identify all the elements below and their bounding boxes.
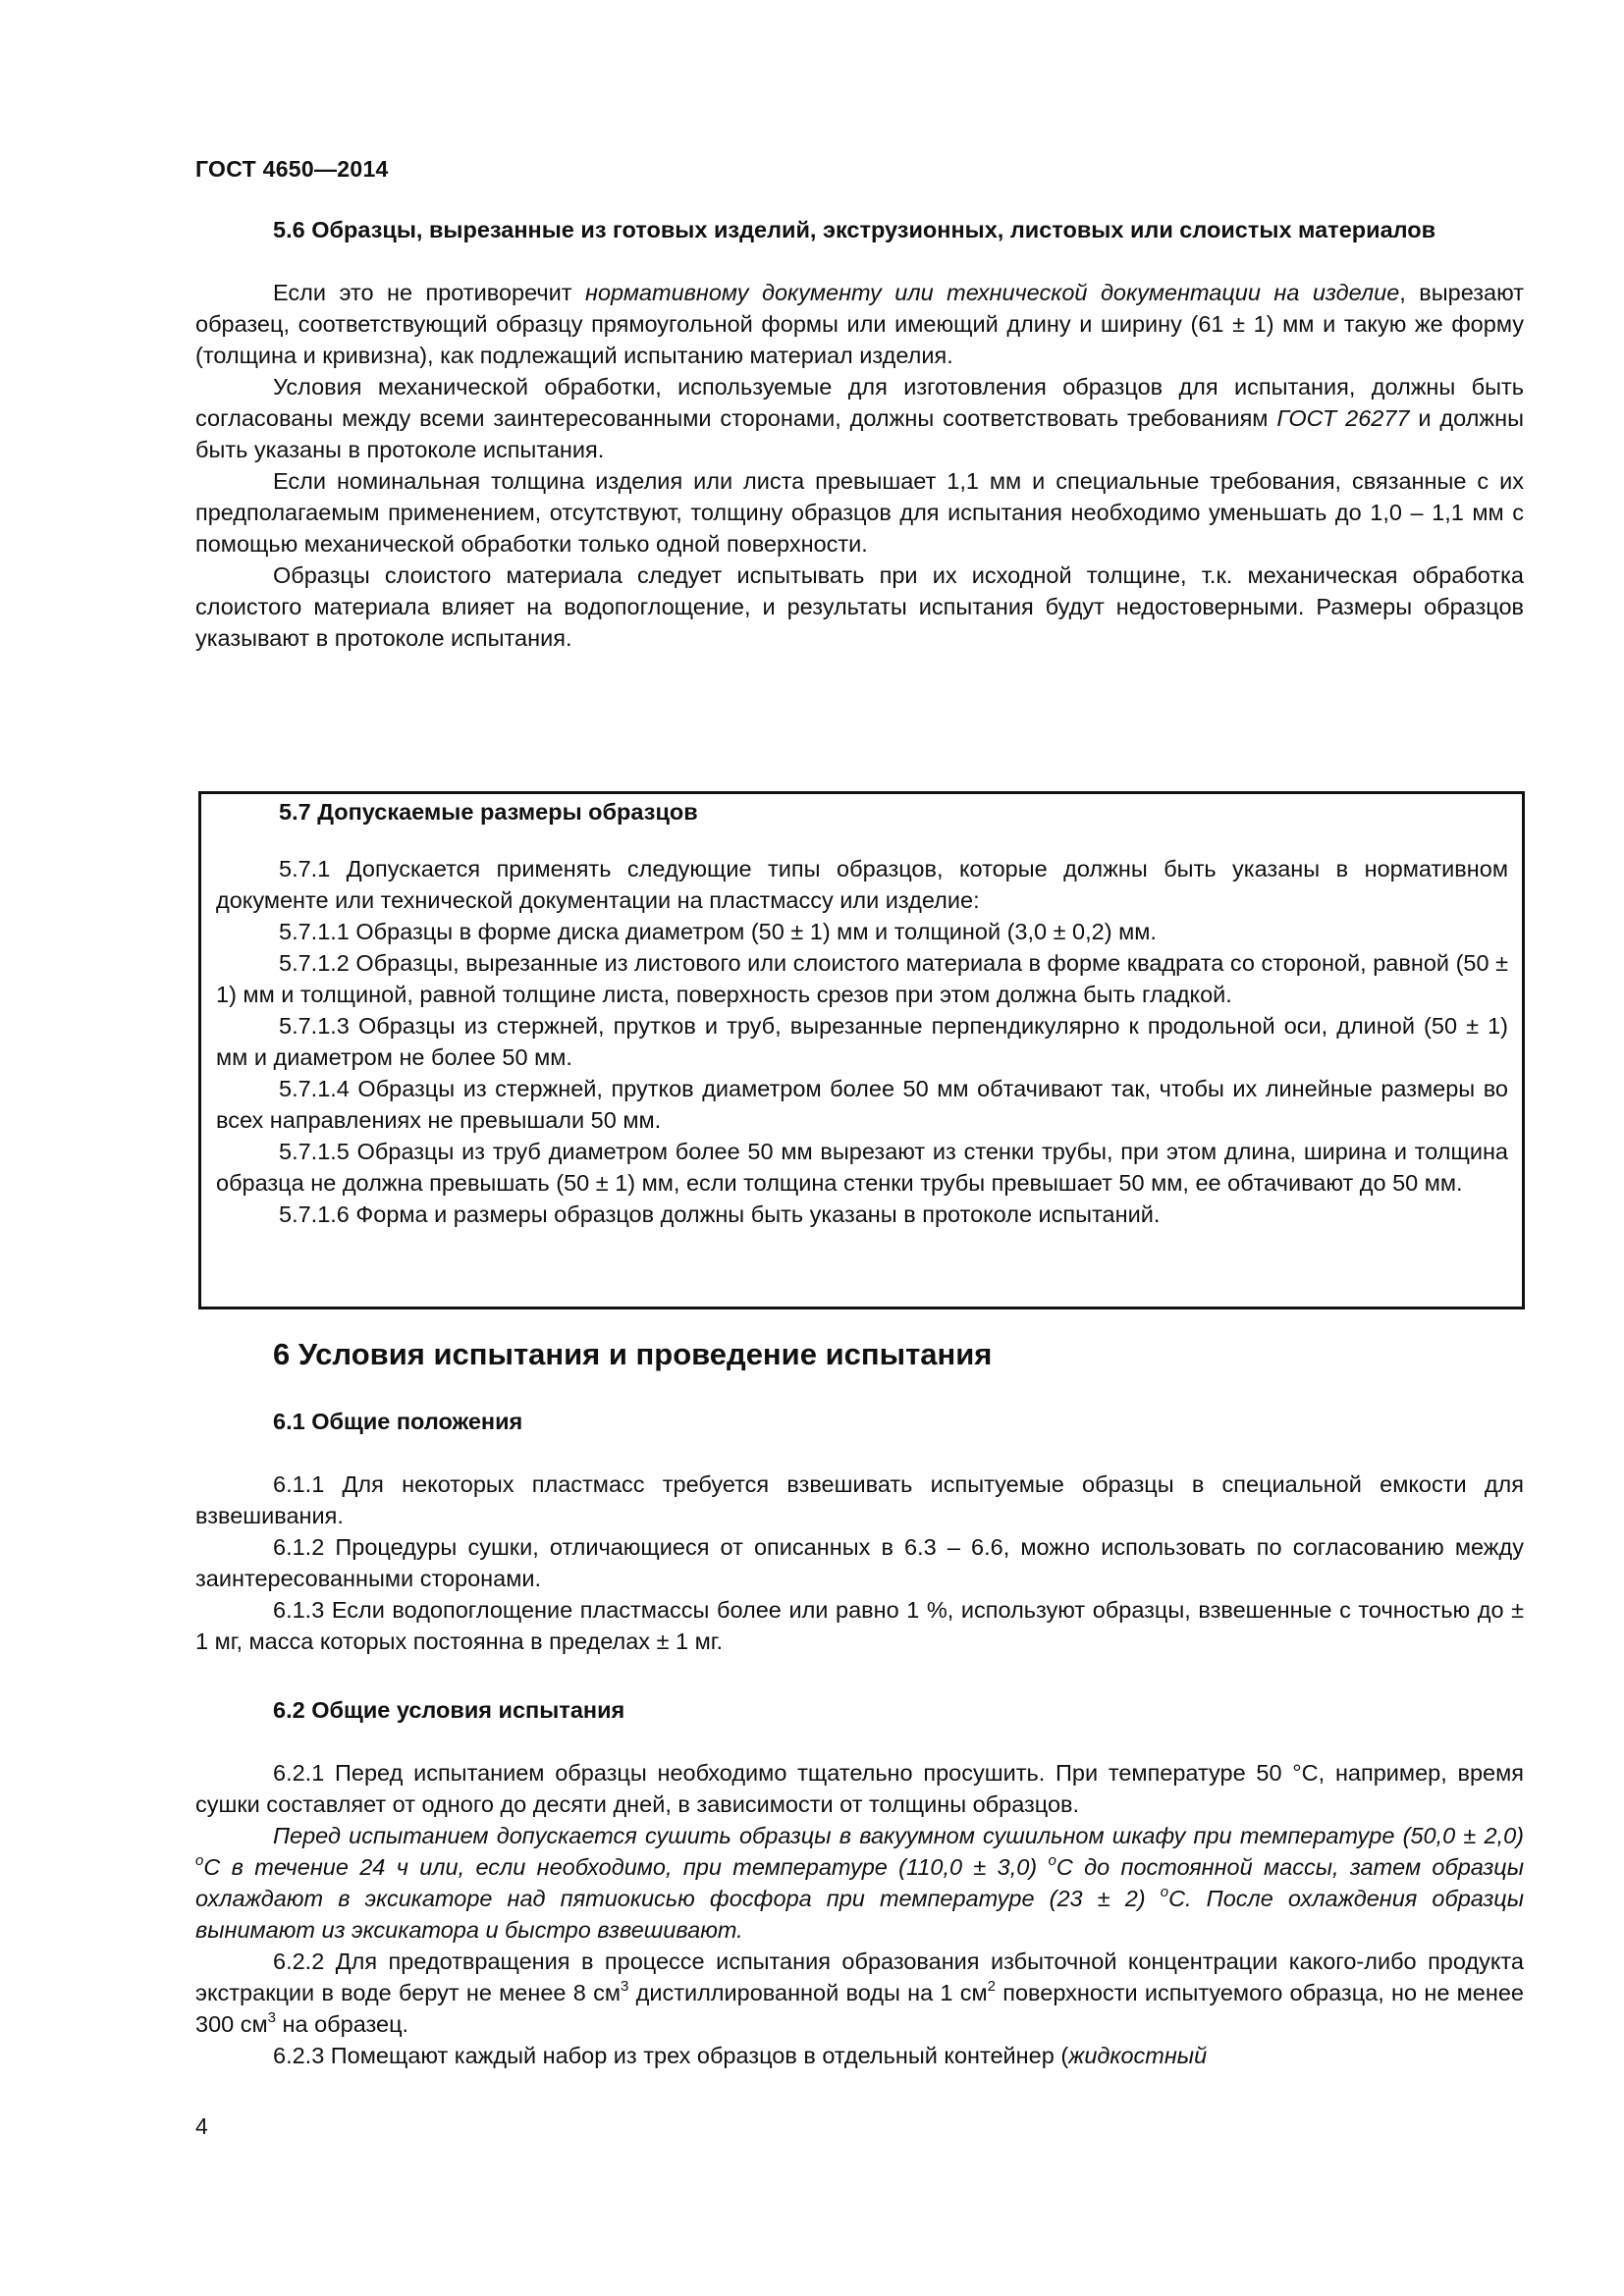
section-6-2	[195, 1694, 1524, 2071]
italic-text: ГОСТ 26277	[1276, 405, 1410, 431]
degree-mark: o	[1160, 1884, 1169, 1900]
section-5-6	[195, 214, 1524, 654]
paragraph: 6.1.3 Если водопоглощение пластмассы более или равно 1 %, используют образцы, взвешенные с точностью до ± 1 мг, масса которых постоянна в пределах ± 1 мг.	[195, 1597, 1524, 1654]
section-6-1	[195, 1406, 1524, 1657]
section-6-1-title: 6.1 Общие положения	[273, 1409, 523, 1434]
text: на образец.	[276, 2011, 409, 2037]
text: Если это не противоречит	[273, 280, 586, 305]
text: дистиллированной воды на 1 см	[628, 1980, 988, 2005]
paragraph: 6.1.2 Процедуры сушки, отличающиеся от описанных в 6.3 – 6.6, можно использовать по согласованию между заинтересованными сторонами.	[195, 1534, 1524, 1591]
superscript: 3	[267, 2009, 276, 2026]
section-6-2-title: 6.2 Общие условия испытания	[273, 1697, 625, 1723]
paragraph: 5.7.1.4 Образцы из стержней, прутков диаметром более 50 мм обтачивают так, чтобы их линейные размеры во всех направлениях не превышали 50 мм.	[216, 1076, 1508, 1133]
text: поверхности испытуемого образца, но не менее 300 см	[195, 1980, 1524, 2037]
paragraph: 5.7.1 Допускается применять следующие типы образцов, которые должны быть указаны в нормативном документе или технической документации на пластмассу или изделие:	[216, 856, 1508, 913]
paragraph: 6.2.1 Перед испытанием образцы необходимо тщательно просушить. При температуре 50 °С, например, время сушки составляет от одного до десяти дней, в зависимости от толщины образцов.	[195, 1760, 1524, 1817]
italic-text: С. После охлаждения образцы вынимают из эксикатора и быстро взвешивают.	[195, 1886, 1524, 1943]
italic-text: нормативному документу или технической документации на изделие	[585, 280, 1400, 305]
paragraph: Образцы слоистого материала следует испытывать при их исходной толщине, т.к. механическая обработка слоистого материала влияет на водопоглощение, и результаты испытания будут недостоверными. Размеры образцов указывают в протоколе испытания.	[195, 562, 1524, 651]
italic-text: жидкостный	[1068, 2043, 1208, 2068]
paragraph: 5.7.1.1 Образцы в форме диска диаметром (50 ± 1) мм и толщиной (3,0 ± 0,2) мм.	[279, 919, 1157, 944]
paragraph: 5.7.1.3 Образцы из стержней, прутков и труб, вырезанные перпендикулярно к продольной оси, длиной (50 ± 1) мм и диаметром не более 50 мм.	[216, 1013, 1508, 1070]
paragraph: Если номинальная толщина изделия или листа превышает 1,1 мм и специальные требования, связанные с их предполагаемым применением, отсутствуют, толщину образцов для испытания необходимо уменьшать до 1,0 – 1,1 мм с помощью механической обработки только одной поверхности.	[195, 468, 1524, 557]
paragraph: 5.7.1.5 Образцы из труб диаметром более 50 мм вырезают из стенки трубы, при этом длина, ширина и толщина образца не должна превышать (50 ± 1) мм, если толщина стенки трубы превышает 50 мм, ее обтачивают до 50 мм.	[216, 1139, 1508, 1196]
text: и должны быть указаны в протоколе испытания.	[195, 405, 1524, 462]
section-5-6-title: 5.6 Образцы, вырезанные из готовых изделий, экструзионных, листовых или слоистых материалов	[273, 217, 1436, 242]
text: , вырезают образец, соответствующий образцу прямоугольной формы или имеющий длину и ширину (61 ± 1) мм и такую же форму (толщина и кривизна), как подлежащий испытанию материал изделия.	[195, 280, 1524, 368]
page-number: 4	[195, 2113, 208, 2139]
paragraph: 6.1.1 Для некоторых пластмасс требуется взвешивать испытуемые образцы в специальной емкости для взвешивания.	[195, 1471, 1524, 1528]
italic-text: Перед испытанием допускается сушить образцы в вакуумном сушильном шкафу при температуре (50,0 ± 2,0)	[273, 1823, 1524, 1848]
paragraph	[195, 277, 1524, 371]
italic-text: С в течение 24 ч или, если необходимо, при температуре (110,0 ± 3,0)	[203, 1854, 1049, 1880]
paragraph: 5.7.1.2 Образцы, вырезанные из листового или слоистого материала в форме квадрата со стороной, равной (50 ± 1) мм и толщиной, равной толщине листа, поверхность срезов при этом должна быть гладкой.	[216, 950, 1508, 1007]
text: Условия механической обработки, используемые для изготовления образцов для испытания, должны быть согласованы между всеми заинтересованными сторонами, должны соответствовать требованиям	[195, 374, 1524, 431]
paragraph: 5.7.1.6 Форма и размеры образцов должны быть указаны в протоколе испытаний.	[279, 1201, 1161, 1227]
degree-mark: o	[1048, 1852, 1056, 1869]
section-5-7-box	[198, 791, 1525, 1309]
section-5-7-title: 5.7 Допускаемые размеры образцов	[279, 799, 698, 825]
section-6-title: 6 Условия испытания и проведение испытания	[273, 1337, 993, 1371]
text: 6.2.2 Для предотвращения в процессе испытания образования избыточной концентрации какого-либо продукта экстракции в воде берут не менее 8 см	[195, 1949, 1524, 2005]
document-header: ГОСТ 4650—2014	[195, 156, 389, 182]
superscript: 3	[621, 1978, 629, 1995]
italic-paragraph	[195, 1820, 1524, 1946]
paragraph	[195, 371, 1524, 465]
italic-text: С до постоянной массы, затем образцы охлаждают в эксикаторе над пятиокисью фосфора при температуре (23 ± 2)	[195, 1854, 1524, 1911]
superscript: 2	[987, 1978, 996, 1995]
text: 6.2.3 Помещают каждый набор из трех образцов в отдельный контейнер (	[273, 2043, 1069, 2068]
degree-mark: o	[195, 1852, 204, 1869]
paragraph	[195, 1946, 1524, 2040]
paragraph	[195, 2040, 1524, 2071]
